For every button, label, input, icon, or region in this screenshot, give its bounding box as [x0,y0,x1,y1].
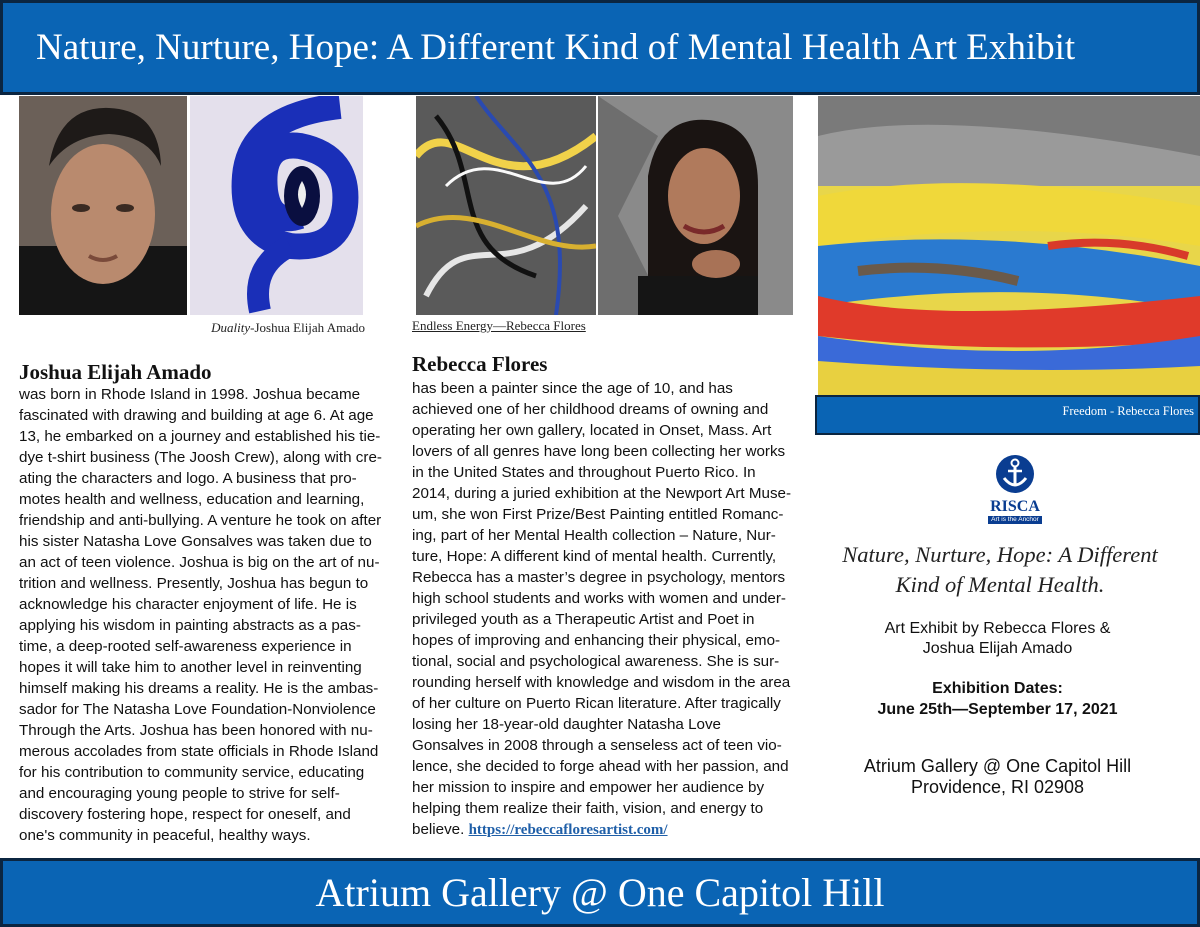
bio-line: privileged youth as a Therapeutic Artist and Poet in [412,611,755,628]
joshua-portrait [19,96,187,315]
bio-line: friendship and anti-bullying. A venture he took on after [19,512,382,529]
rebecca-portrait [598,96,793,315]
bio-line: of her culture on Puerto Rican literature. After tragically [412,695,781,712]
bio-line: Through the Arts. Joshua has been honored with nu- [19,722,373,739]
exhibit-dates [815,678,1180,720]
bio-line: 13, he embarked on a journey and established his tie- [19,428,381,445]
script-title-line: Kind of Mental Health. [895,572,1105,597]
risca-logo [984,454,1046,526]
anchor-icon [995,454,1035,494]
bio-line: 2014, during a juried exhibition at the Newport Art Muse- [412,485,792,502]
credit-line: Art Exhibit by Rebecca Flores & [884,620,1111,637]
bio-line: um, she won First Prize/Best Painting entitled Romanc- [412,506,784,523]
joshua-bio [19,384,389,846]
page-title: Nature, Nurture, Hope: A Different Kind of Mental Health Art Exhibit [36,27,1076,68]
bio-line: rounding herself with knowledge and wisdom in the area [412,674,791,691]
bio-line: helping them realize their faith, vision, and energy to [412,800,764,817]
bio-line: applying his wisdom in painting abstracts as a pas- [19,617,361,634]
dates-value: June 25th—September 17, 2021 [877,701,1118,718]
bio-line: trition and wellness. Presently, Joshua has begun to [19,575,369,592]
bio-line: has been a painter since the age of 10, and has [412,380,733,397]
logo-tagline: Art is the Anchor [988,516,1042,524]
bio-line: sador for The Natasha Love Foundation-Nonviolence [19,701,376,718]
duality-caption [193,320,365,336]
exhibit-venue [815,756,1180,798]
bio-line: and encouraging young people to strive for self- [19,785,340,802]
bio-line: ing, part of her Mental Health collection – Nature, Nur- [412,527,776,544]
exhibit-script-title [815,540,1185,600]
freedom-painting [818,96,1200,395]
venue-line: Atrium Gallery @ One Capitol Hill [863,756,1132,776]
endless-energy-painting [416,96,596,315]
bio-line: motes health and wellness, education and learning, [19,491,365,508]
bio-line: his sister Natasha Love Gonsalves was taken due to [19,533,372,550]
bio-line: himself making his dreams a reality. He is the ambas- [19,680,379,697]
bio-line: dye t-shirt business (The Joosh Crew), along with cre- [19,449,382,466]
duality-caption-artist: -Joshua Elijah Amado [250,320,365,335]
bio-line: fascinated with drawing and building at age 6. At age [19,407,374,424]
bio-line: high school students and works with women and under- [412,590,786,607]
bio-line: for his contribution to community service, educating [19,764,365,781]
bio-line: operating her own gallery, located in Onset, Mass. Art [412,422,772,439]
bio-line: hopes of improving and enhancing their physical, emo- [412,632,781,649]
bio-line: Gonsalves in 2008 through a senseless act of teen vio- [412,737,782,754]
endless-energy-caption: Endless Energy—Rebecca Flores [412,318,586,333]
bio-line: ture, Hope: A different kind of mental health. Currently, [412,548,777,565]
bio-line: discovery fostering hope, respect for oneself, and [19,806,351,823]
bio-line: lovers of all genres have long been collecting her works [412,443,786,460]
rebecca-name: Rebecca Flores [412,352,548,376]
bio-line: tional, social and psychological awareness. She is sur- [412,653,780,670]
duality-painting [190,96,363,315]
bio-line: achieved one of her childhood dreams of owning and [412,401,769,418]
logo-text: RISCA [990,498,1040,515]
exhibit-credit [815,619,1180,659]
bio-line: an act of teen violence. Joshua is big on the art of nu- [19,554,380,571]
bio-line: merous accolades from state officials in Rhode Island [19,743,379,760]
bio-line: believe. [412,821,469,838]
freedom-caption: Freedom - Rebecca Flores [1062,404,1194,418]
rebecca-bio [412,378,807,841]
bio-line: losing her 18-year-old daughter Natasha Love [412,716,722,733]
bio-line: ating the characters and logo. A business that pro- [19,470,357,487]
dates-label: Exhibition Dates: [932,680,1063,697]
bio-line: Rebecca has a master’s degree in psychology, mentors [412,569,786,586]
bio-line: time, a deep-rooted self-awareness experience in [19,638,352,655]
bio-line: her mission to inspire and empower her audience by [412,779,765,796]
footer-title: Atrium Gallery @ One Capitol Hill [315,870,885,915]
bio-line: in the United States and throughout Puerto Rico. In [412,464,756,481]
bio-line: hopes it will take him to another level in reinventing [19,659,362,676]
bio-line-last [412,819,807,841]
venue-line: Providence, RI 02908 [910,777,1085,797]
header-banner [0,0,1200,95]
bio-line: one's community in peaceful, healthy ways. [19,827,311,844]
bio-line: was born in Rhode Island in 1998. Joshua became [19,386,361,403]
bio-line: acknowledge his character enjoyment of life. He is [19,596,357,613]
joshua-name: Joshua Elijah Amado [19,360,212,384]
credit-line: Joshua Elijah Amado [922,640,1073,657]
duality-caption-title: Duality [211,320,251,335]
footer-banner [0,858,1200,927]
freedom-caption-bar [815,395,1200,435]
script-title-line: Nature, Nurture, Hope: A Different [842,542,1158,567]
rebecca-website-link[interactable]: https://rebeccafloresartist.com/ [468,822,668,838]
bio-line: lence, she decided to forge ahead with her passion, and [412,758,789,775]
